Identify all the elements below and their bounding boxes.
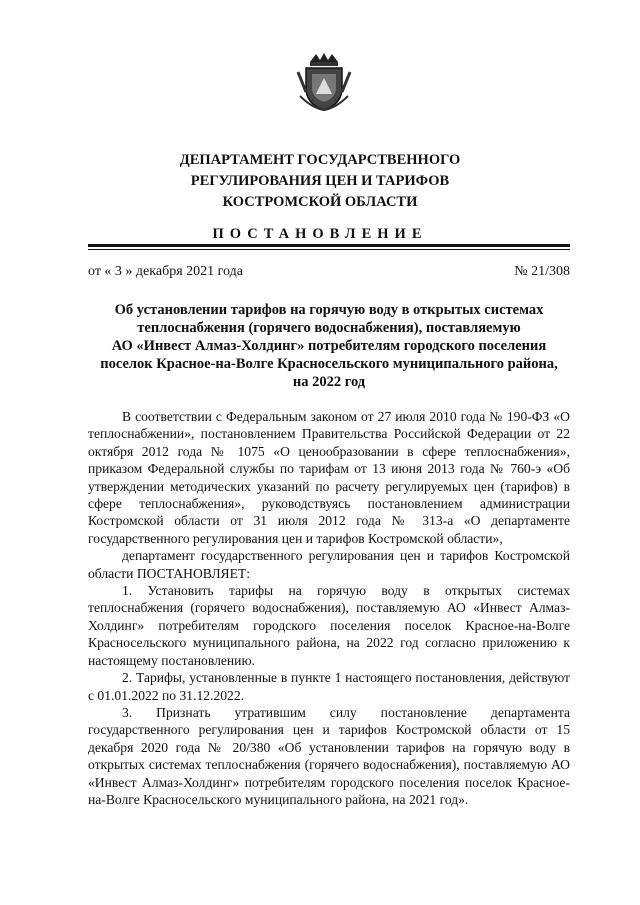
subject-line-2: теплоснабжения (горячего водоснабжения), поставляемую <box>137 320 521 336</box>
coat-of-arms-emblem <box>296 52 352 112</box>
document-subject <box>88 301 570 391</box>
department-header <box>40 150 600 213</box>
header-divider-thin <box>88 249 570 250</box>
body-paragraph-item-3: 3. Признать утратившим силу постановление департамента государственного регулирования цен и тарифов Костромской области от 15 декабря 2020 года № 20/380 «Об установлении тарифов на горячую воду в открытых системах теплоснабжения (горячего водоснабжения), поставляемую АО «Инвест Алмаз-Холдинг» потребителям городского поселения поселок Красное-на-Волге Красносельского муниципального района, на 2021 год». <box>88 704 570 807</box>
document-body <box>88 408 570 808</box>
subject-line-4: поселок Красное-на-Волге Красносельского муниципального района, <box>100 356 558 372</box>
header-line-2: РЕГУЛИРОВАНИЯ ЦЕН И ТАРИФОВ <box>190 173 450 189</box>
document-title: ПОСТАНОВЛЕНИЕ <box>212 226 428 242</box>
header-line-1: ДЕПАРТАМЕНТ ГОСУДАРСТВЕННОГО <box>179 152 461 168</box>
document-number: № 21/308 <box>514 264 570 279</box>
header-divider-thick <box>88 244 570 247</box>
body-paragraph-resolves: департамент государственного регулирования цен и тарифов Костромской области ПОСТАНОВЛЯЕТ: <box>88 548 570 581</box>
header-line-3: КОСТРОМСКОЙ ОБЛАСТИ <box>222 194 418 210</box>
subject-line-1: Об установлении тарифов на горячую воду в открытых системах <box>114 302 544 318</box>
body-paragraph-item-2: 2. Тарифы, установленные в пункте 1 настоящего постановления, действуют с 01.01.2022 по 31.12.2022. <box>88 670 570 703</box>
subject-line-3: АО «Инвест Алмаз-Холдинг» потребителям городского поселения <box>111 338 547 354</box>
body-paragraph-item-1: 1. Установить тарифы на горячую воду в открытых системах теплоснабжения (горячего водоснабжения), поставляемую АО «Инвест Алмаз-Холдинг» потребителям городского поселения поселок Красное-на-Волге Красносельского муниципального района, на 2022 год согласно приложению к настоящему постановлению. <box>88 583 570 668</box>
subject-line-5: на 2022 год <box>292 374 366 390</box>
body-paragraph-preamble: В соответствии с Федеральным законом от 27 июля 2010 года № 190-ФЗ «О теплоснабжении», постановлением Правительства Российской Федерации от 22 октября 2012 года № 1075 «О ценообразовании в сфере теплоснабжения», приказом Федеральной службы по тарифам от 13 июня 2013 года № 760-э «Об утверждении методических указаний по расчету регулируемых цен (тарифов) в сфере теплоснабжения», руководствуясь постановлением администрации Костромской области от 31 июля 2012 года № 313-а «О департаменте государственного регулирования цен и тарифов Костромской области», <box>88 409 570 546</box>
document-date: от « 3 » декабря 2021 года <box>88 264 243 279</box>
